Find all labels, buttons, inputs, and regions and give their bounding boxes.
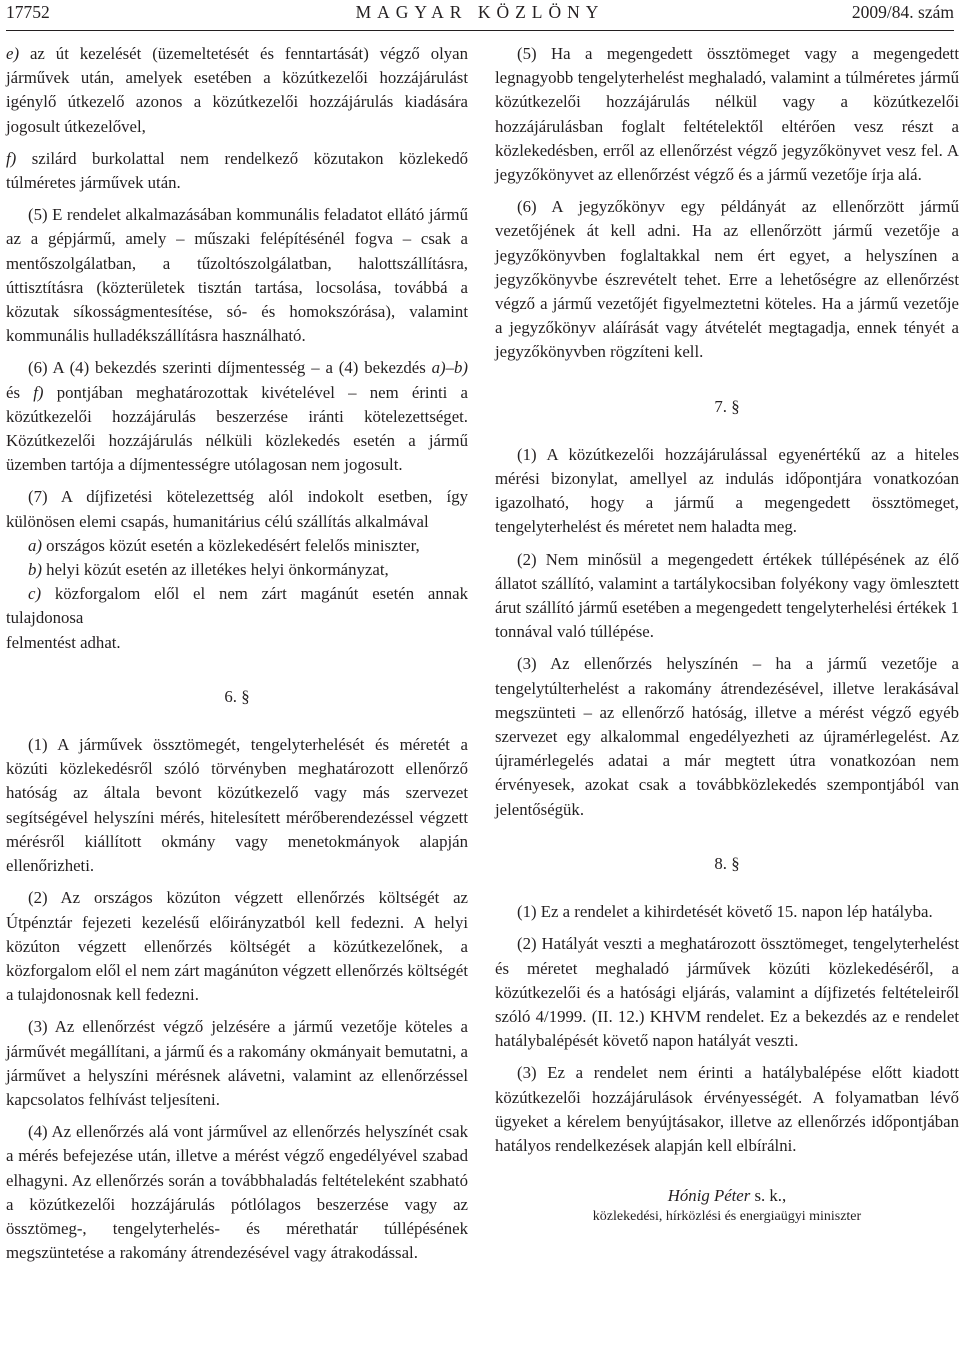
paragraph-7-1: (1) A közútkezelői hozzájárulással egyenértékű az a hiteles mérési bizonylat, amellyel az indulás időpontjára vonatkozóan igazolható, hogy a jármű a megengedett össztömeget, tengelyterhelést és méretet nem haladta meg.: [495, 444, 959, 537]
item-7b: b) helyi közút esetén az illetékes helyi önkormányzat,: [28, 560, 389, 580]
issue-number: 2009/84. szám: [851, 2, 954, 22]
signature-block: [495, 1184, 959, 1226]
paragraph-5-5: (5) E rendelet alkalmazásában kommunális feladatot ellátó jármű az a gépjármű, amely – műszaki felépítésénél fogva – csak a mentőszolgálatban, a tűzoltószolgálatban, halottszállításra, úttisztításra (közterületek tisztán tartása, locsolása, továbbá a közutak síkosságmentesítése, só- és homokszórása), valamint kommunális hulladékszállításra használható.: [6, 205, 468, 346]
item-7c: c) közforgalom elől el nem zárt magánút esetén annak tulajdonosa: [6, 584, 468, 628]
item-f: [6, 147, 468, 195]
left-column: [6, 42, 468, 1273]
section-7-heading: 7. §: [714, 396, 740, 416]
paragraph-8-1: (1) Ez a rendelet a kihirdetését követő 15. napon lép hatályba.: [517, 902, 933, 922]
item-f-text: szilárd burkolattal nem rendelkező közutakon közlekedő túlméretes járművek után.: [6, 148, 468, 193]
paragraph-6-3: (3) Az ellenőrzést végző jelzésére a jármű vezetője köteles a járművét megállítani, a jármű és a rakomány okmányait bemutatni, a járművet a helyszíni mérésnek alávetni, valamint az ellenőrzéssel kapcsolatos felhívást teljesíteni.: [6, 1017, 468, 1109]
item-7a: a) országos közút esetén a közlekedésért felelős miniszter,: [28, 535, 420, 555]
signatory-role: közlekedési, hírközlési és energiaügyi miniszter: [592, 1209, 862, 1225]
journal-title: MAGYAR KÖZLÖNY: [355, 2, 605, 22]
paragraph-5-6: (6) A (4) bekezdés szerinti díjmentesség – a (4) bekezdés a)–b) és f) pontjában meghatározottak kivételével – nem érinti a közútkezelői hozzájárulás beszerzése iránti kötelezettséget. Közútkezelői hozzájárulás nélküli közlekedés esetén a jármű üzemben tartója a díjmentességre utólagosan nem jogosult.: [6, 358, 468, 475]
signatory-name: Hónig Péter: [667, 1186, 751, 1206]
section-6-heading: 6. §: [224, 686, 250, 706]
item-e: [6, 42, 468, 139]
paragraph-6-1: (1) A járművek össztömegét, tengelyterhelését és méretét a közúti közlekedésről szóló törvényben meghatározott ellenőrző hatóság az általa bevont közútkezelő vagy más szervezet segítségével helyszíni mérés, hitelesített mérőberendezéssel végzett mérésről kiállított okmány vagy menetokmányok alapján ellenőrizheti.: [6, 735, 468, 876]
paragraph-5-7: (7) A díjfizetési kötelezettség alól indokolt esetben, így különösen elemi csapás, humanitárius célú szállítás alkalmával: [6, 487, 468, 531]
paragraph-7-3: (3) Az ellenőrzés helyszínén – ha a jármű vezetője a tengelytúlterhelést a rakomány átrendezésével, illetve lerakásával megszünteti – az ellenőrző hatóság, illetve a mérést végző egyéb szervezet egy alkalommal engedélyezheti az újramérlegelést. Az újramérlegelés adatai a már megtett útra vonatkozóan nem érvényesek, azokat csak a továbbközlekedés szempontjából van jelentőségük.: [495, 654, 959, 819]
paragraph-6-6: (6) A jegyzőkönyv egy példányát az ellenőrzött jármű vezetőjének át kell adni. Ha az ellenőrzött jármű vezetője a jegyzőkönyvben foglaltakkal nem ért egyet, a helyszínen a jegyzőkönyvbe észrevételt tehet. Erre a lehetőségre az ellenőrzést végző a jármű vezetőjét figyelmeztetni köteles. Ha a jármű vezetője a jegyzőkönyv aláírását vagy átvételét megtagadja, ennek tényét a jegyzőkönyvben rögzíteni kell.: [495, 197, 959, 362]
paragraph-6-4: (4) Az ellenőrzés alá vont járművel az ellenőrzés helyszínét csak a mérés befejezése után, illetve a mérést végző engedélyével szabad elhagyni. Az ellenőrzés során a továbbhaladás feltételeként szabható a közútkezelői hozzájárulás pótlólagos beszerzése vagy az össztömeg-, tengelyterhelés- és mérethatár túllépésének megszüntetése a rakomány átrendezésével vagy átrakodással.: [6, 1122, 468, 1263]
right-column: [495, 42, 959, 1226]
page-header: [6, 0, 954, 31]
paragraph-5-7-end: felmentést adhat.: [6, 632, 121, 652]
signatory-suffix: s. k.,: [750, 1186, 787, 1206]
item-e-text: az út kezelését (üzemeltetését és fenntartását) végző olyan járművek után, amelyek esetében a közútkezelői hozzájárulást igénylő útkezelő azonos a közútkezelői hozzájárulás kiadására jogosult útkezelővel,: [6, 44, 468, 136]
paragraph-6-2: (2) Az országos közúton végzett ellenőrzés költségét az Útpénztár fejezeti kezelésű előirányzatból kell fedezni. A helyi közúton végzett ellenőrzés költségét a közútkezelőnek, a közforgalom elől el nem zárt magánúton végzett ellenőrzés költségét a tulajdonosnak kell fedezni.: [6, 888, 468, 1005]
paragraph-7-2: (2) Nem minősül a megengedett értékek túllépésének az élő állatot szállító, valamint a tartálykocsiban folyékony vagy ömlesztett árut szállító jármű esetében a megengedett tengelyterhelési értékek 1 tonnával való túllépése.: [495, 549, 959, 642]
section-8-heading: 8. §: [714, 853, 740, 873]
paragraph-6-5: (5) Ha a megengedett össztömeget vagy a megengedett legnagyobb tengelyterhelést meghaladó, valamint a túlméretes jármű közútkezelői hozzájárulás nélkül vagy a közútkezelői hozzájárulásban foglalt feltételektől eltérően vesz részt a közlekedésben, erről az ellenőrzést végző jegyzőkönyvet vesz fel. A jegyzőkönyvet az ellenőrzést végző és a jármű vezetője írja alá.: [495, 44, 959, 185]
page-number: 17752: [6, 2, 50, 22]
paragraph-8-2: (2) Hatályát veszti a meghatározott össztömeget, tengelyterhelést és méretet meghaladó járművek közúti közlekedéséről, a közútkezelői és a hatósági eljárás, valamint a díjfizetés feltételeiről szóló 4/1999. (II. 12.) KHVM rendelet. Ez a bekezdés az e rendelet hatálybalépését követő napon hatályát veszti.: [495, 934, 959, 1051]
item-f-label: f): [6, 148, 17, 168]
item-e-label: e): [6, 44, 20, 63]
paragraph-8-3: (3) Ez a rendelet nem érinti a hatálybalépése előtt kiadott közútkezelői hozzájárulások érvényességét. A folyamatban lévő ügyeket a kérelem benyújtásakor, illetve az ellenőrzés időpontjában hatályos rendelkezések alapján kell elbírálni.: [495, 1063, 959, 1155]
